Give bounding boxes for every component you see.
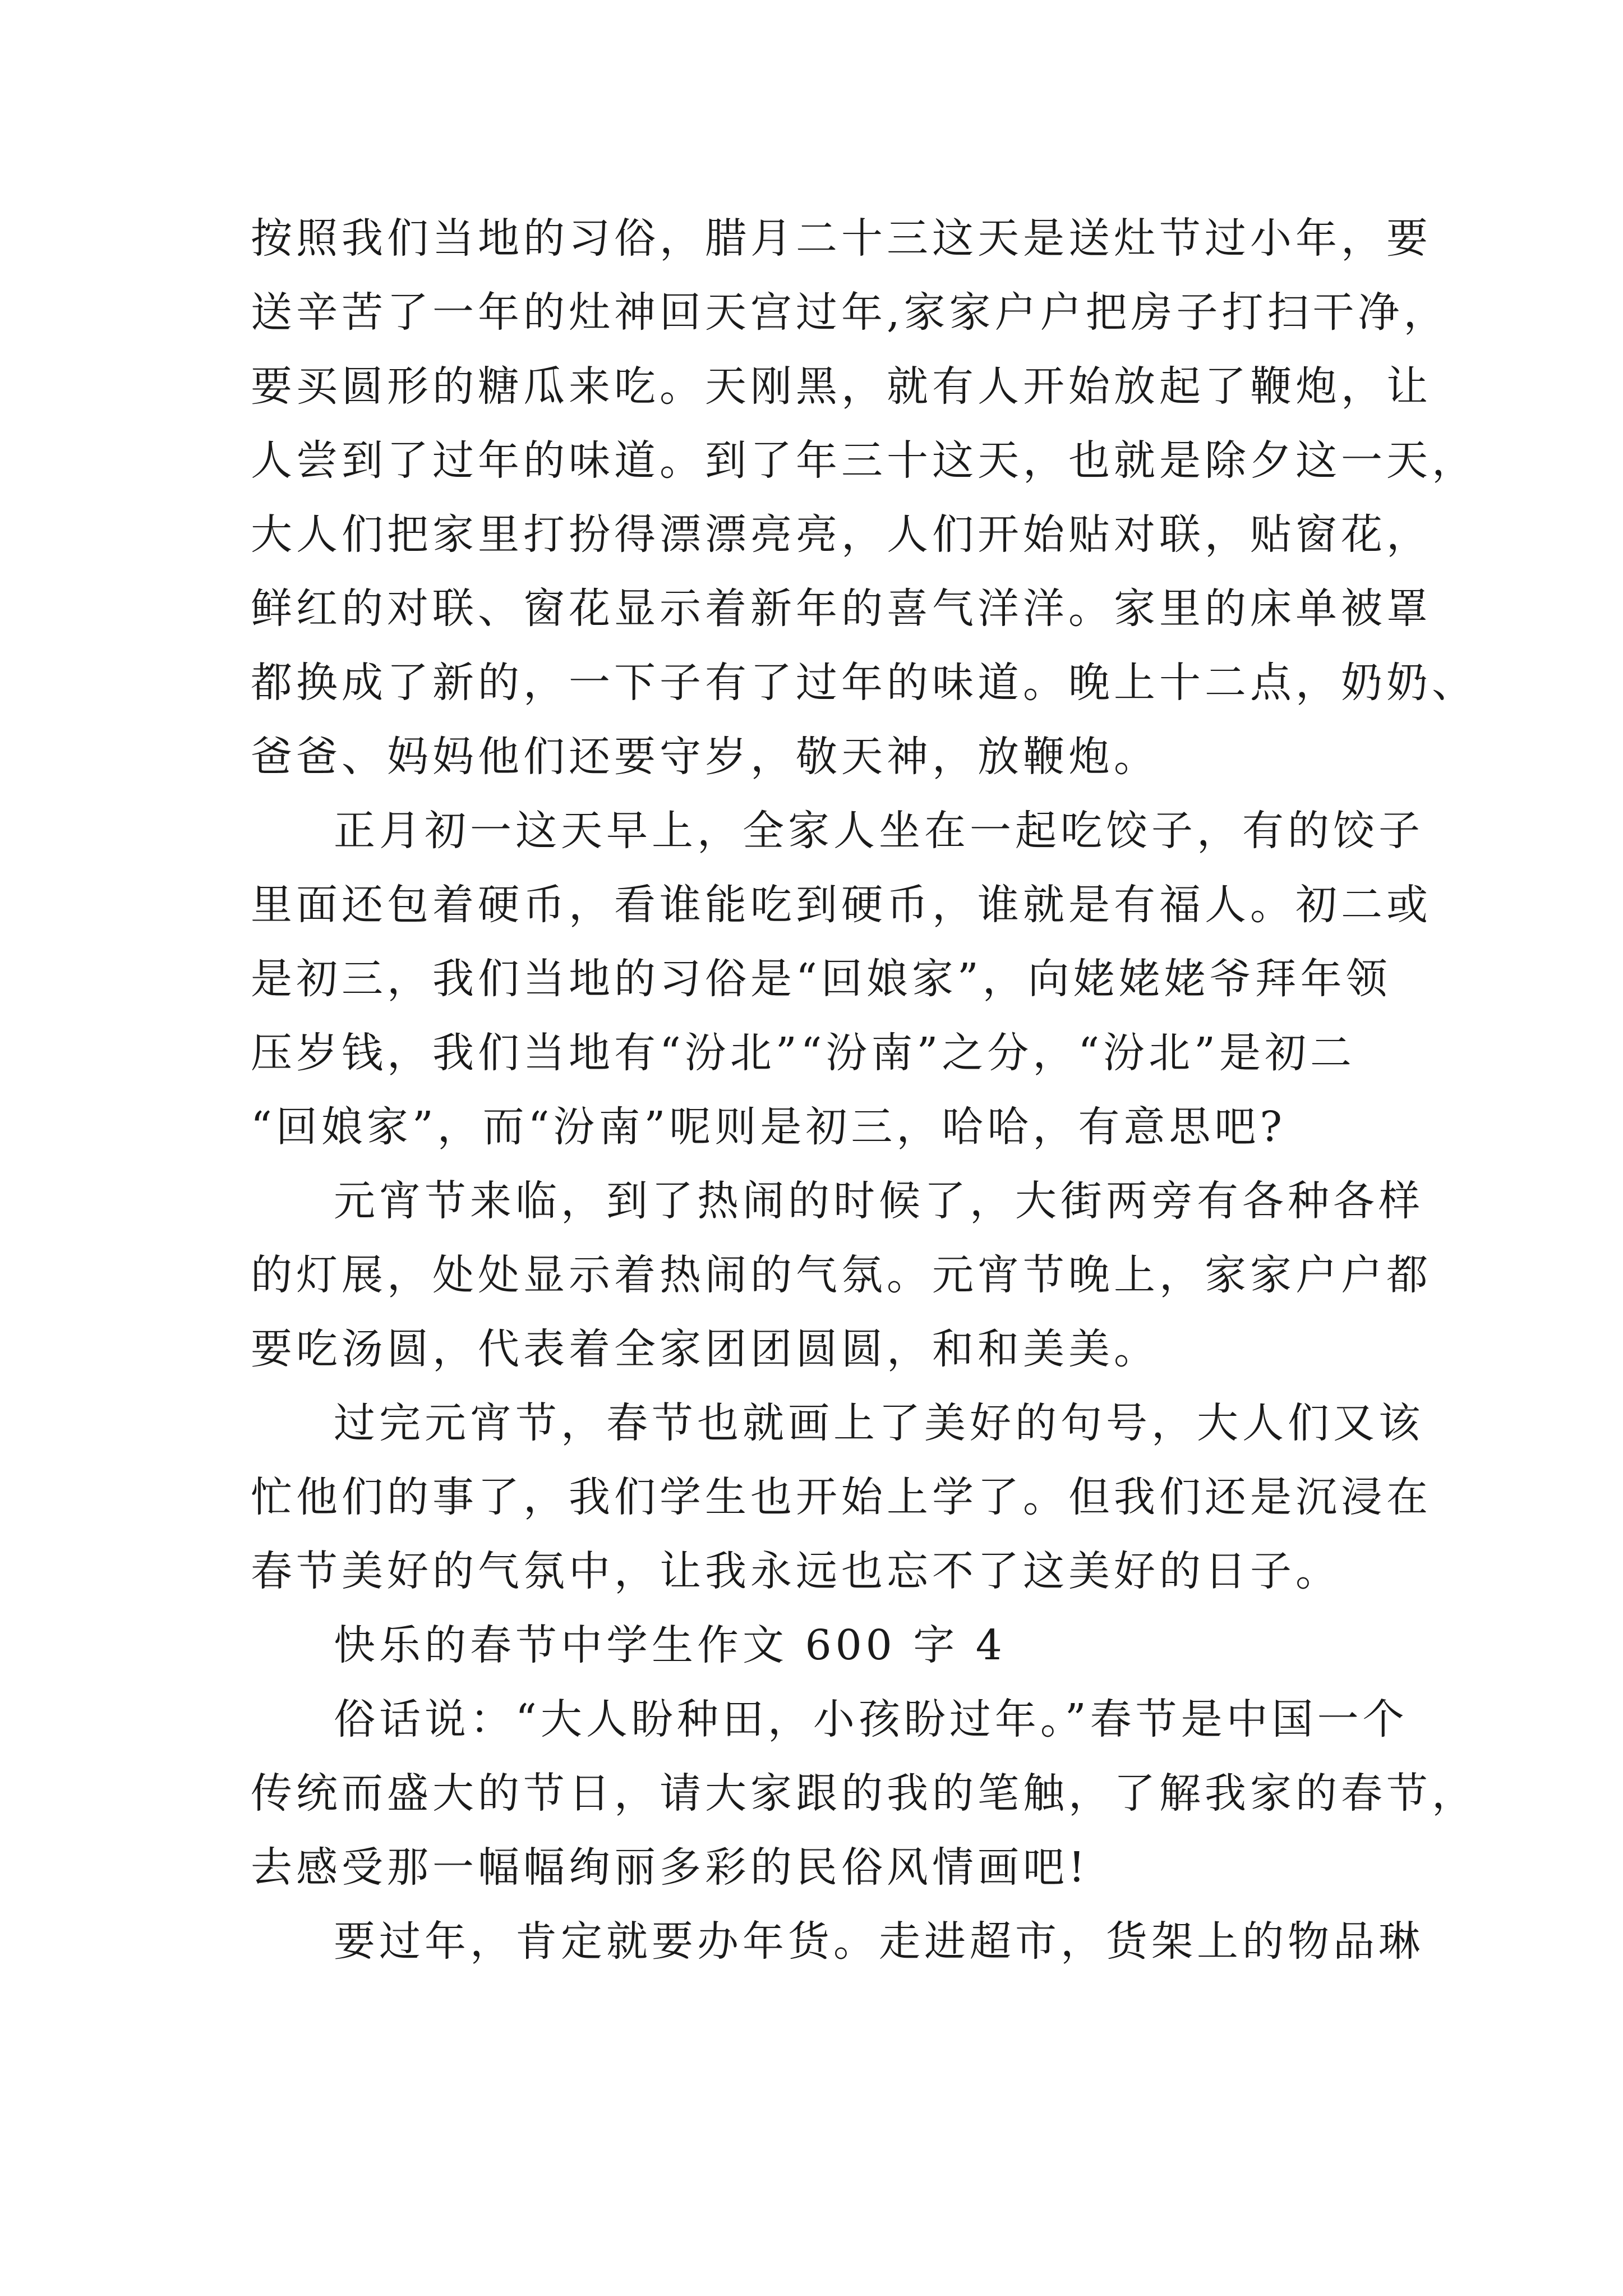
paragraph-line: 要过年，肯定就要办年货。走进超市，货架上的物品琳: [334, 1917, 1424, 1966]
paragraph-line: 都换成了新的，一下子有了过年的味道。晚上十二点，奶奶、: [251, 659, 1477, 707]
paragraph-line: 元宵节来临，到了热闹的时候了，大街两旁有各种各样: [334, 1177, 1424, 1225]
paragraph-line: 压岁钱，我们当地有“汾北”“汾南”之分，“汾北”是初二: [251, 1029, 1355, 1077]
paragraph-line: 里面还包着硬币，看谁能吃到硬币，谁就是有福人。初二或: [251, 881, 1432, 929]
paragraph-line: 爸爸、妈妈他们还要守岁，敬天神，放鞭炮。: [251, 733, 1159, 781]
paragraph-line: “回娘家”，而“汾南”呢则是初三，哈哈，有意思吧?: [251, 1103, 1286, 1151]
paragraph-line: 春节美好的气氛中，让我永远也忘不了这美好的日子。: [251, 1547, 1341, 1595]
paragraph-line: 是初三，我们当地的习俗是“回娘家”，向姥姥姥爷拜年领: [251, 955, 1391, 1003]
paragraph-line: 正月初一这天早上，全家人坐在一起吃饺子，有的饺子: [334, 807, 1424, 855]
paragraph-line: 人尝到了过年的味道。到了年三十这天，也就是除夕这一天，: [251, 436, 1477, 485]
paragraph-line: 俗话说：“大人盼种田，小孩盼过年。”春节是中国一个: [334, 1695, 1408, 1743]
paragraph-line: 过完元宵节，春节也就画上了美好的句号，大人们又该: [334, 1399, 1424, 1447]
section-heading: 快乐的春节中学生作文 600 字 4: [334, 1621, 1006, 1669]
paragraph-line: 去感受那一幅幅绚丽多彩的民俗风情画吧!: [251, 1843, 1089, 1892]
paragraph-line: 送辛苦了一年的灶神回天宫过年,家家户户把房子打扫干净，: [251, 288, 1449, 337]
paragraph-line: 忙他们的事了，我们学生也开始上学了。但我们还是沉浸在: [251, 1473, 1432, 1521]
paragraph-line: 要吃汤圆，代表着全家团团圆圆，和和美美。: [251, 1325, 1159, 1373]
paragraph-line: 要买圆形的糖瓜来吃。天刚黑，就有人开始放起了鞭炮，让: [251, 362, 1432, 411]
paragraph-line: 的灯展，处处显示着热闹的气氛。元宵节晚上，家家户户都: [251, 1251, 1432, 1299]
paragraph-line: 鲜红的对联、窗花显示着新年的喜气洋洋。家里的床单被罩: [251, 585, 1432, 633]
paragraph-line: 大人们把家里打扮得漂漂亮亮，人们开始贴对联，贴窗花，: [251, 510, 1432, 559]
paragraph-line: 传统而盛大的节日，请大家跟的我的笔触，了解我家的春节，: [251, 1769, 1477, 1818]
paragraph-line: 按照我们当地的习俗，腊月二十三这天是送灶节过小年，要: [251, 214, 1432, 263]
